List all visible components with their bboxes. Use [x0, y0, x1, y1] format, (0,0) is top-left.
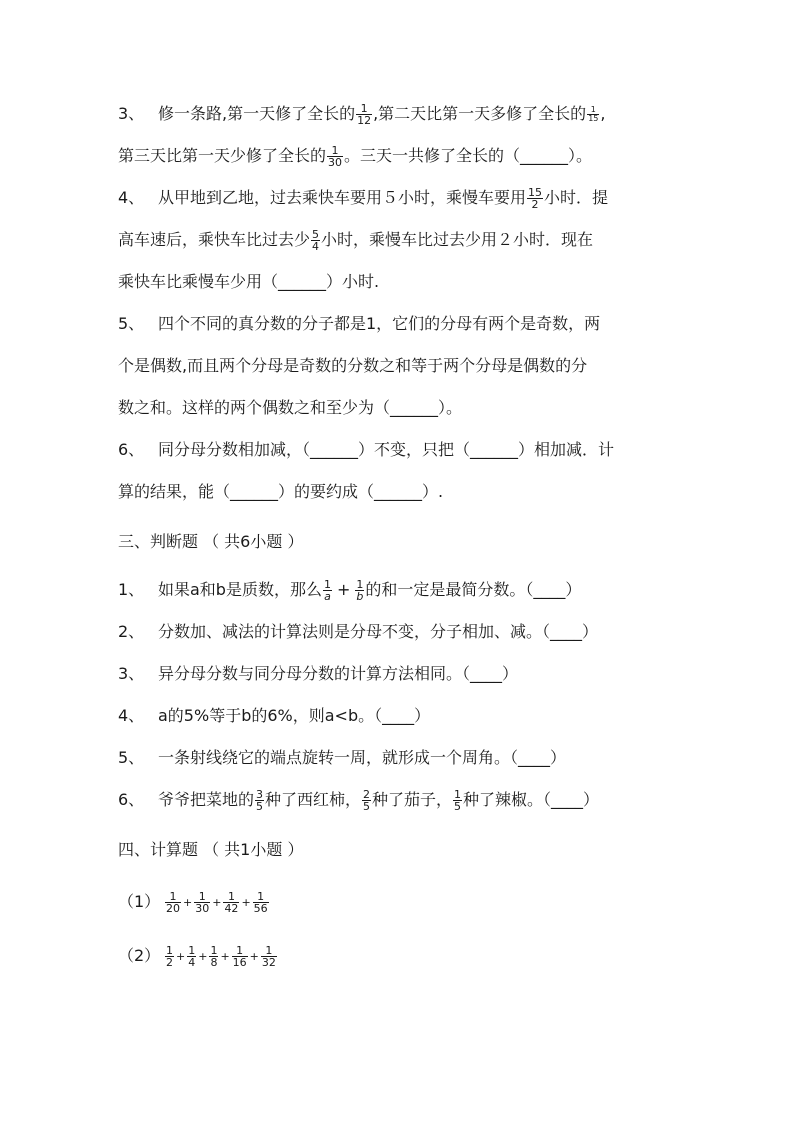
answer-blank: 乘快车比乘慢车少用（______）小时.: [118, 272, 380, 291]
fill-q6-line2: 算的结果，能（______）的要约成（______）.: [118, 482, 444, 501]
fraction: $\frac{3}{5}$: [256, 788, 264, 813]
fraction: $\frac{1}{4}$: [188, 944, 196, 969]
fraction: $\frac{2}{5}$: [363, 788, 371, 813]
question-number: 5、: [118, 314, 145, 333]
exam-page: [118, 100, 708, 992]
fraction: $\frac{1}{8}$: [210, 944, 218, 969]
question-number: 4、: [118, 706, 145, 725]
problem-label: （2）: [118, 946, 161, 965]
fraction: $\frac{5}{4}$: [312, 228, 320, 253]
fraction: $\frac{1}{20}$: [166, 890, 180, 915]
calc-problem-2: （2） $\frac{1}{2}$ + $\frac{1}{4}$ + $\frac{1}{8}$ + $\frac{1}{16}$ + $\frac{1}{32}$: [118, 938, 708, 974]
fill-q5-line1: 5、 四个不同的真分数的分子都是1，它们的分母有两个是奇数，两: [118, 310, 708, 338]
judge-q2: 2、 分数加、减法的计算法则是分母不变，分子相加、减。（____）: [118, 618, 708, 646]
fraction: $\frac{1}{15}$: [588, 105, 599, 123]
fill-q5-line2: 个是偶数,而且两个分母是奇数的分数之和等于两个分母是偶数的分: [118, 356, 588, 375]
question-number: 1、: [118, 580, 145, 599]
problem-label: （1）: [118, 892, 161, 911]
fraction: $\frac{1}{12}$: [357, 102, 372, 127]
fraction: $\frac{1}{16}$: [232, 944, 247, 969]
fill-q4-line1: 4、 从甲地到乙地，过去乘快车要用５小时，乘慢车要用 $\frac{15}{2}$ 小时．提: [118, 186, 609, 211]
judge-q4: 4、 a的5%等于b的6%，则a<b。（____）: [118, 702, 708, 730]
fraction: $\frac{1}{2}$: [166, 944, 173, 969]
question-number: 6、: [118, 790, 145, 809]
fill-q5-line3: [118, 394, 708, 422]
section-title-calc: 四、计算题 （ 共1小题 ）: [118, 840, 304, 859]
judge-q3: 3、 异分母分数与同分母分数的计算方法相同。（____）: [118, 660, 708, 688]
question-number: 2、: [118, 622, 145, 641]
fraction: $\frac{1}{42}$: [224, 890, 239, 915]
judge-q5: 5、 一条射线绕它的端点旋转一周，就形成一个周角。（____）: [118, 744, 708, 772]
fraction: $\frac{1}{32}$: [261, 944, 276, 969]
fraction: $\frac{1}{5}$: [454, 788, 462, 813]
question-number: 6、: [118, 440, 145, 459]
answer-blank: 。三天一共修了全长的（______）。: [344, 146, 593, 165]
judge-q6: 6、 爷爷把菜地的 $\frac{3}{5}$ 种了西红柿， $\frac{2}{5}$ 种了茄子， $\frac{1}{5}$ 种了辣椒。（____）: [118, 788, 600, 813]
answer-blank: 数之和。这样的两个偶数之和至少为（______）。: [118, 398, 463, 417]
fraction: $\frac{1}{56}$: [253, 890, 268, 915]
fraction: $\frac{1}{b}$: [356, 578, 364, 603]
calc-problem-1: （1） $\frac{1}{20}$ + $\frac{1}{30}$ + $\frac{1}{42}$ + $\frac{1}{56}$: [118, 884, 708, 920]
fill-q4-line2: 高车速后，乘快车比过去少 $\frac{5}{4}$ 小时，乘慢车比过去少用２小时．现在: [118, 228, 594, 253]
question-number: 5、: [118, 748, 145, 767]
fill-q3-line2: 第三天比第一天少修了全长的 $\frac{1}{30}$ 。三天一共修了全长的（______）。: [118, 144, 593, 169]
fraction: $\frac{1}{30}$: [328, 144, 343, 169]
fill-q4-line3: [118, 268, 708, 296]
fraction: $\frac{15}{2}$: [528, 186, 543, 211]
fraction: $\frac{1}{a}$: [323, 578, 331, 603]
fill-q3-line1: 3、 修一条路,第一天修了全长的 $\frac{1}{12}$ ,第二天比第一天多修了全长的 $\frac{1}{15}$ ,: [118, 102, 606, 127]
fraction: $\frac{1}{30}$: [195, 890, 210, 915]
question-number: 4、: [118, 188, 145, 207]
question-number: 3、: [118, 664, 145, 683]
question-number: 3、: [118, 104, 145, 123]
judge-q1: 1、 如果a和b是质数，那么 $\frac{1}{a}$ + $\frac{1}{b}$ 的和一定是最简分数。（____）: [118, 578, 582, 603]
fill-q6-line1: 6、 同分母分数相加减，（______）不变，只把（______）相加减．计: [118, 436, 708, 464]
section-title-judge: 三、判断题 （ 共6小题 ）: [118, 532, 304, 551]
